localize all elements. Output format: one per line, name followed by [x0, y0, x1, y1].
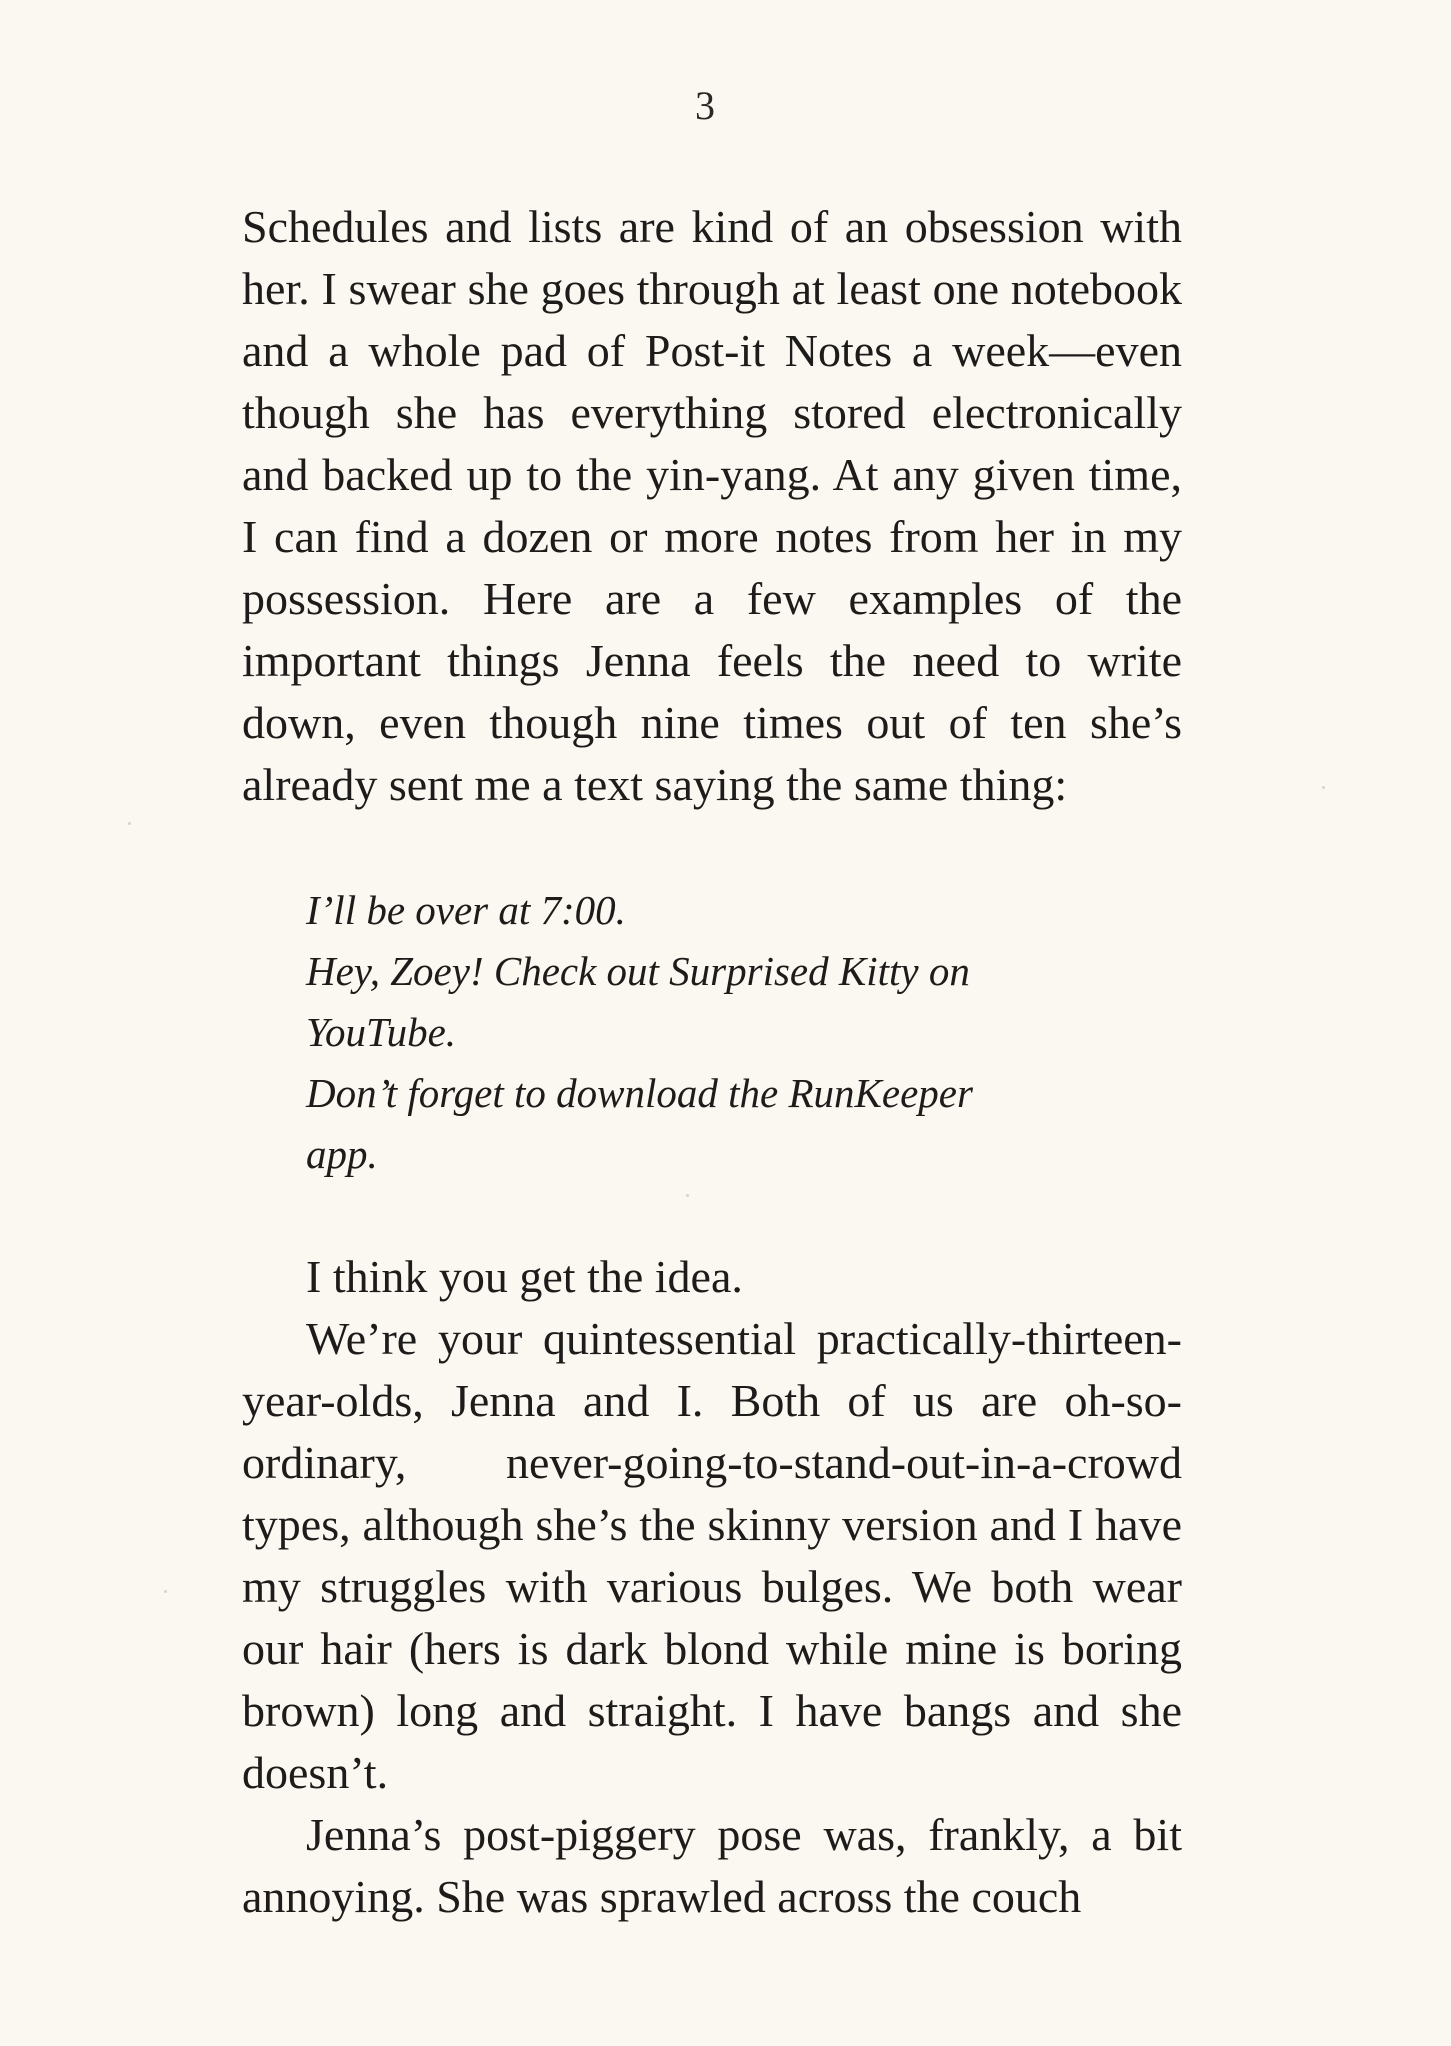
note-item: Hey, Zoey! Check out Surprised Kitty on YouTube.	[306, 948, 970, 1055]
paper-speck	[128, 822, 131, 825]
note-item: Don’t forget to download the RunKeeper app.	[306, 1070, 973, 1177]
page-number: 3	[695, 83, 715, 128]
paper-speck	[1322, 786, 1325, 789]
paragraph-idea: I think you get the idea.	[306, 1251, 743, 1302]
paragraph-post-piggery: Jenna’s post-piggery pose was, frankly, a bit annoying. She was sprawled across the couch	[242, 1809, 1182, 1922]
notes-list	[306, 880, 1066, 1185]
note-item: I’ll be over at 7:00.	[306, 887, 626, 933]
body-continuation	[242, 1246, 1182, 1928]
paper-speck	[686, 1194, 689, 1197]
paper-speck	[164, 1590, 167, 1593]
paragraph-quintessential: We’re your quintessential practically-thirteen-year-olds, Jenna and I. Both of us are oh-so-ordinary, never-going-to-stand-out-in-a-crowd types, although she’s the skinny version and I have my struggles with various bulges. We both wear our hair (hers is dark blond while mine is boring brown) long and straight. I have bangs and she doesn’t.	[242, 1313, 1182, 1798]
paragraph-schedules: Schedules and lists are kind of an obsession with her. I swear she goes through at least one notebook and a whole pad of Post-it Notes a week—even though she has everything stored electronically and backed up to the yin-yang. At any given time, I can find a dozen or more notes from her in my possession. Here are a few examples of the important things Jenna feels the need to write down, even though nine times out of ten she’s already sent me a text saying the same thing:	[242, 201, 1182, 810]
